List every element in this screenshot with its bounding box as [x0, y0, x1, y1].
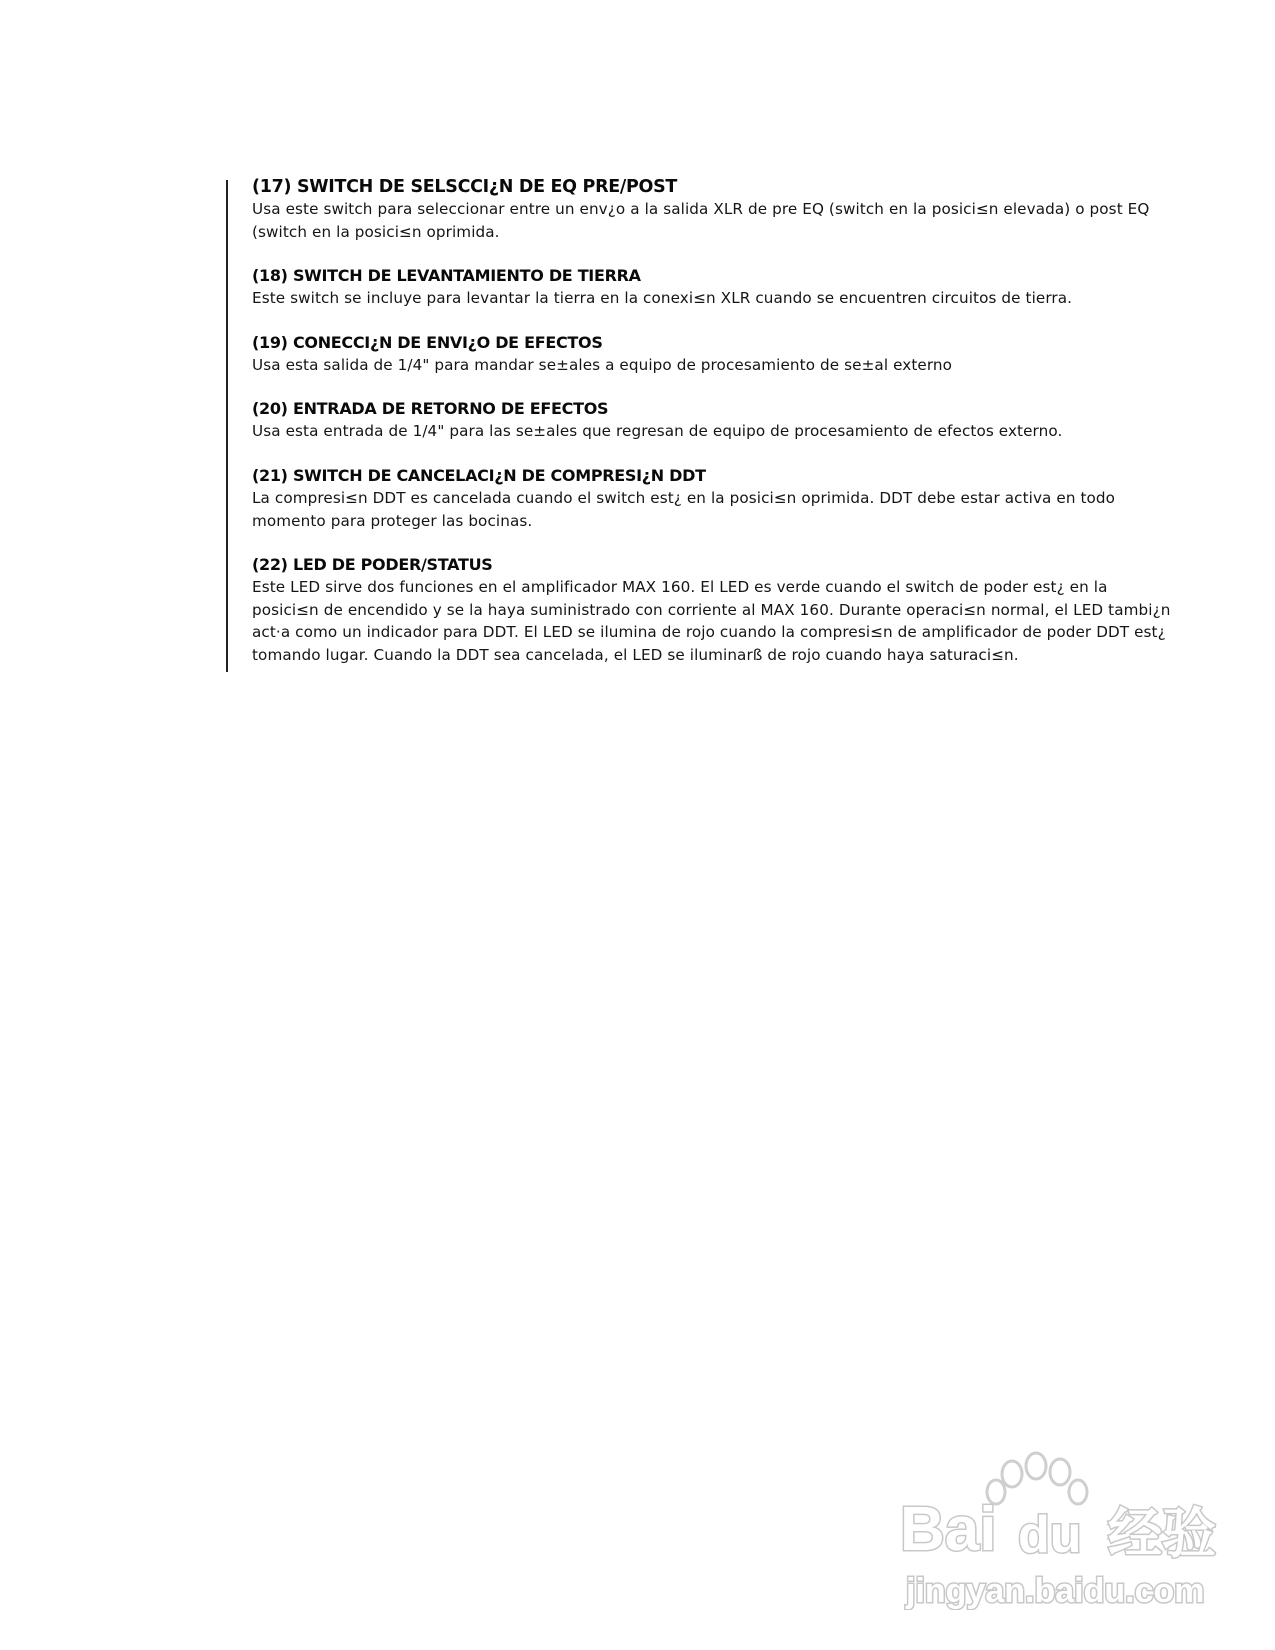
section-20: [252, 398, 1172, 443]
baidu-jingyan-watermark: [900, 1450, 1230, 1610]
section-heading: (18) SWITCH DE LEVANTAMIENTO DE TIERRA: [252, 266, 641, 286]
section-heading: (17) SWITCH DE SELSCCI¿N DE EQ PRE/POST: [252, 177, 678, 197]
paw-icon: [987, 1453, 1087, 1504]
document-body: [252, 176, 1172, 689]
section-heading: (22) LED DE PODER/STATUS: [252, 555, 493, 575]
section-22: [252, 554, 1172, 666]
section-18: [252, 265, 1172, 310]
section-17: [252, 176, 1172, 243]
section-text: Este switch se incluye para levantar la tierra en la conexi≤n XLR cuando se encuentren circuitos de tierra.: [252, 289, 1073, 308]
watermark-brand-right: du: [1018, 1506, 1082, 1564]
watermark-url: jingyan.baidu.com: [906, 1572, 1205, 1610]
section-text: Este LED sirve dos funciones en el amplificador MAX 160. El LED es verde cuando el switch de poder est¿ en la posici≤n de encendido y se la haya suministrado con corriente al MAX 160. Durante operaci≤n normal, el LED tambi¿n act·a como un indicador para DDT. El LED se ilumina de rojo cuando la compresi≤n de amplificador de poder DDT est¿ tomando lugar. Cuando la DDT sea cancelada, el LED se iluminarß de rojo cuando haya saturaci≤n.: [252, 578, 1171, 664]
section-text: La compresi≤n DDT es cancelada cuando el switch est¿ en la posici≤n oprimida. DDT debe estar activa en todo momento para proteger las bocinas.: [252, 488, 1116, 530]
section-heading: (20) ENTRADA DE RETORNO DE EFECTOS: [252, 399, 609, 419]
margin-rule: [226, 180, 228, 672]
watermark-brand-left: Bai: [900, 1495, 997, 1564]
section-heading: (19) CONECCI¿N DE ENVI¿O DE EFECTOS: [252, 332, 603, 352]
section-19: [252, 332, 1172, 377]
section-text: Usa este switch para seleccionar entre un env¿o a la salida XLR de pre EQ (switch en la posici≤n elevada) o post EQ (switch en la posici≤n oprimida.: [252, 200, 1150, 241]
section-text: Usa esta entrada de 1/4" para las se±ales que regresan de equipo de procesamiento de efectos externo.: [252, 422, 1063, 441]
watermark-brand-cn: 经验: [1108, 1504, 1216, 1564]
section-text: Usa esta salida de 1/4" para mandar se±ales a equipo de procesamiento de se±al externo: [252, 355, 953, 374]
section-heading: (21) SWITCH DE CANCELACI¿N DE COMPRESI¿N DDT: [252, 465, 706, 485]
section-21: [252, 465, 1172, 532]
